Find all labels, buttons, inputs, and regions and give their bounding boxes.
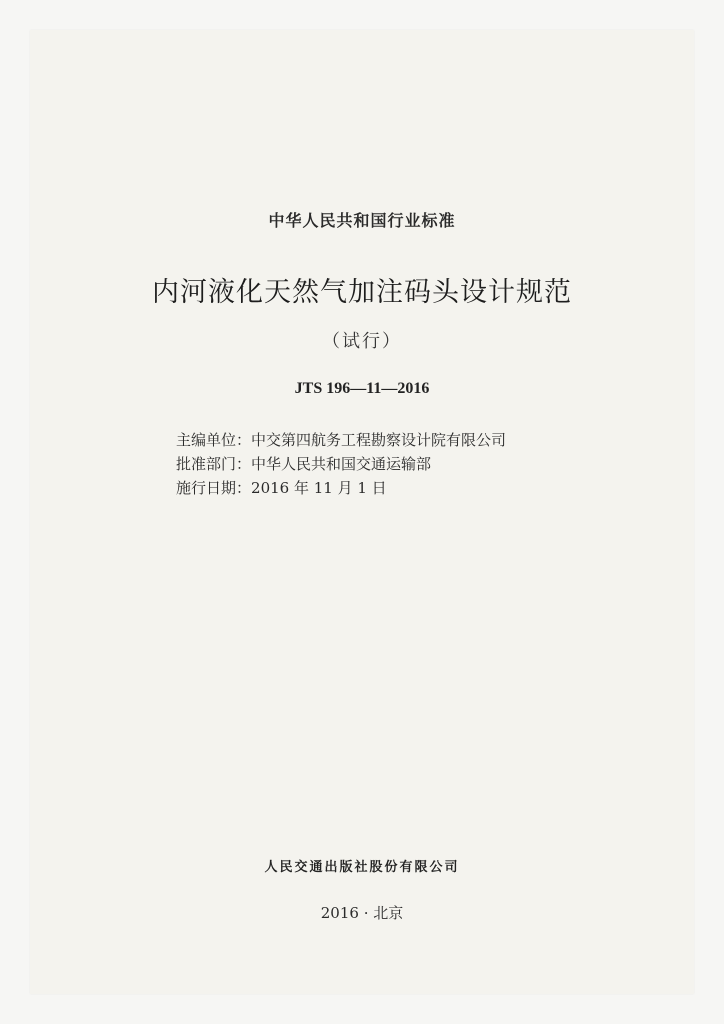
trial-label: （试行） (322, 331, 402, 352)
info-value: 中交第四航务工程勘察设计院有限公司 (251, 431, 507, 449)
document-page (30, 30, 694, 994)
info-label: 批准部门 (176, 455, 237, 473)
info-row-approver (176, 452, 506, 476)
publisher-name: 人民交通出版社股份有限公司 (264, 860, 460, 875)
info-separator: ： (236, 455, 252, 473)
document-title: 内河液化天然气加注码头设计规范 (152, 277, 572, 308)
standard-series-label: 中华人民共和国行业标准 (268, 211, 456, 230)
info-label: 施行日期 (176, 479, 237, 497)
standard-code: JTS 196—11—2016 (294, 380, 430, 397)
info-value: 中华人民共和国交通运输部 (251, 455, 432, 473)
info-row-effective-date (176, 476, 506, 500)
info-separator: ： (236, 431, 252, 449)
info-separator: ： (236, 479, 252, 497)
info-block (176, 428, 506, 500)
info-value: 2016 年 11 月 1 日 (251, 479, 387, 497)
info-label: 主编单位 (176, 431, 237, 449)
info-row-editor (176, 428, 506, 452)
publication-year-place: 2016 · 北京 (320, 904, 404, 922)
